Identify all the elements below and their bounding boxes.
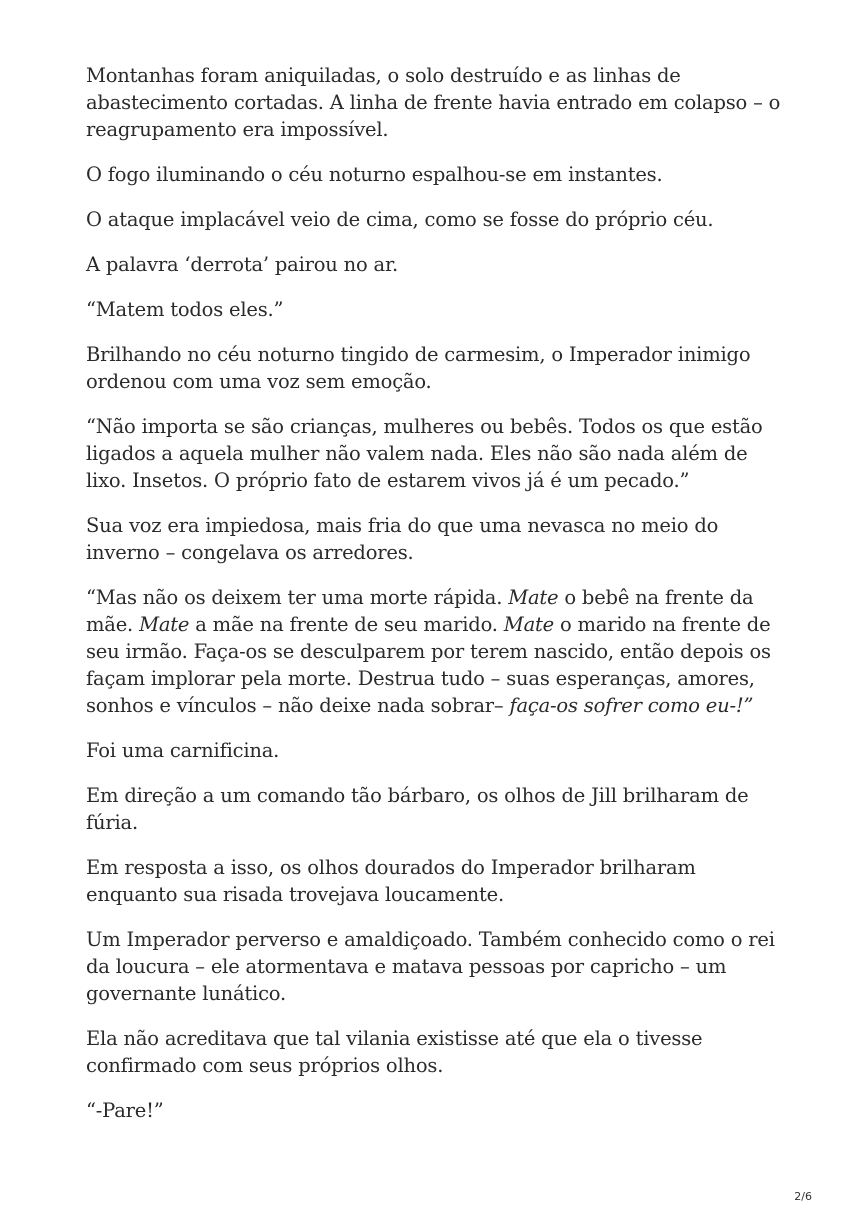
paragraph: Em resposta a isso, os olhos dourados do Imperador brilharam enquanto sua risada trovejava loucamente. — [86, 856, 696, 906]
paragraph: “Matem todos eles.” — [86, 298, 284, 321]
paragraph: Ela não acreditava que tal vilania existisse até que ela o tivesse confirmado com seus próprios olhos. — [86, 1027, 703, 1077]
paragraph: Sua voz era impiedosa, mais fria do que uma nevasca no meio do inverno – congelava os arredores. — [86, 514, 719, 564]
emphasis-text: Mate — [139, 613, 190, 636]
paragraph: Montanhas foram aniquiladas, o solo destruído e as linhas de abastecimento cortadas. A linha de frente havia entrado em colapso – o reagrupamento era impossível. — [86, 64, 781, 141]
text-run: a mãe na frente de seu marido. — [189, 613, 504, 636]
document-body — [86, 62, 786, 1142]
paragraph: O fogo iluminando o céu noturno espalhou-se em instantes. — [86, 163, 663, 186]
text-run: “Mas não os deixem ter uma morte rápida. — [86, 586, 509, 609]
paragraph: “-Pare!” — [86, 1099, 164, 1122]
page-number: 2/6 — [794, 1190, 812, 1203]
paragraph: O ataque implacável veio de cima, como se fosse do próprio céu. — [86, 208, 714, 231]
paragraph-with-emphasis — [86, 584, 786, 719]
text-run: o bebê na frente da mãe. — [86, 586, 754, 636]
paragraph: Foi uma carnificina. — [86, 739, 280, 762]
emphasis-text: faça-os sofrer como eu-!” — [509, 694, 754, 717]
emphasis-text: Mate — [508, 586, 559, 609]
paragraph: A palavra ‘derrota’ pairou no ar. — [86, 253, 398, 276]
emphasis-text: Mate — [503, 613, 554, 636]
paragraph: Em direção a um comando tão bárbaro, os olhos de Jill brilharam de fúria. — [86, 784, 749, 834]
text-run: o marido na frente de seu irmão. Faça-os se desculparem por terem nascido, então depois os façam implorar pela morte. Destrua tudo – suas esperanças, amores, sonhos e vínculos – não deixe nada sobrar– — [86, 613, 771, 717]
paragraph: Um Imperador perverso e amaldiçoado. Também conhecido como o rei da loucura – ele atormentava e matava pessoas por capricho – um governante lunático. — [86, 928, 775, 1005]
paragraph: Brilhando no céu noturno tingido de carmesim, o Imperador inimigo ordenou com uma voz sem emoção. — [86, 343, 751, 393]
paragraph: “Não importa se são crianças, mulheres ou bebês. Todos os que estão ligados a aquela mulher não valem nada. Eles não são nada além de lixo. Insetos. O próprio fato de estarem vivos já é um pecado.” — [86, 415, 763, 492]
